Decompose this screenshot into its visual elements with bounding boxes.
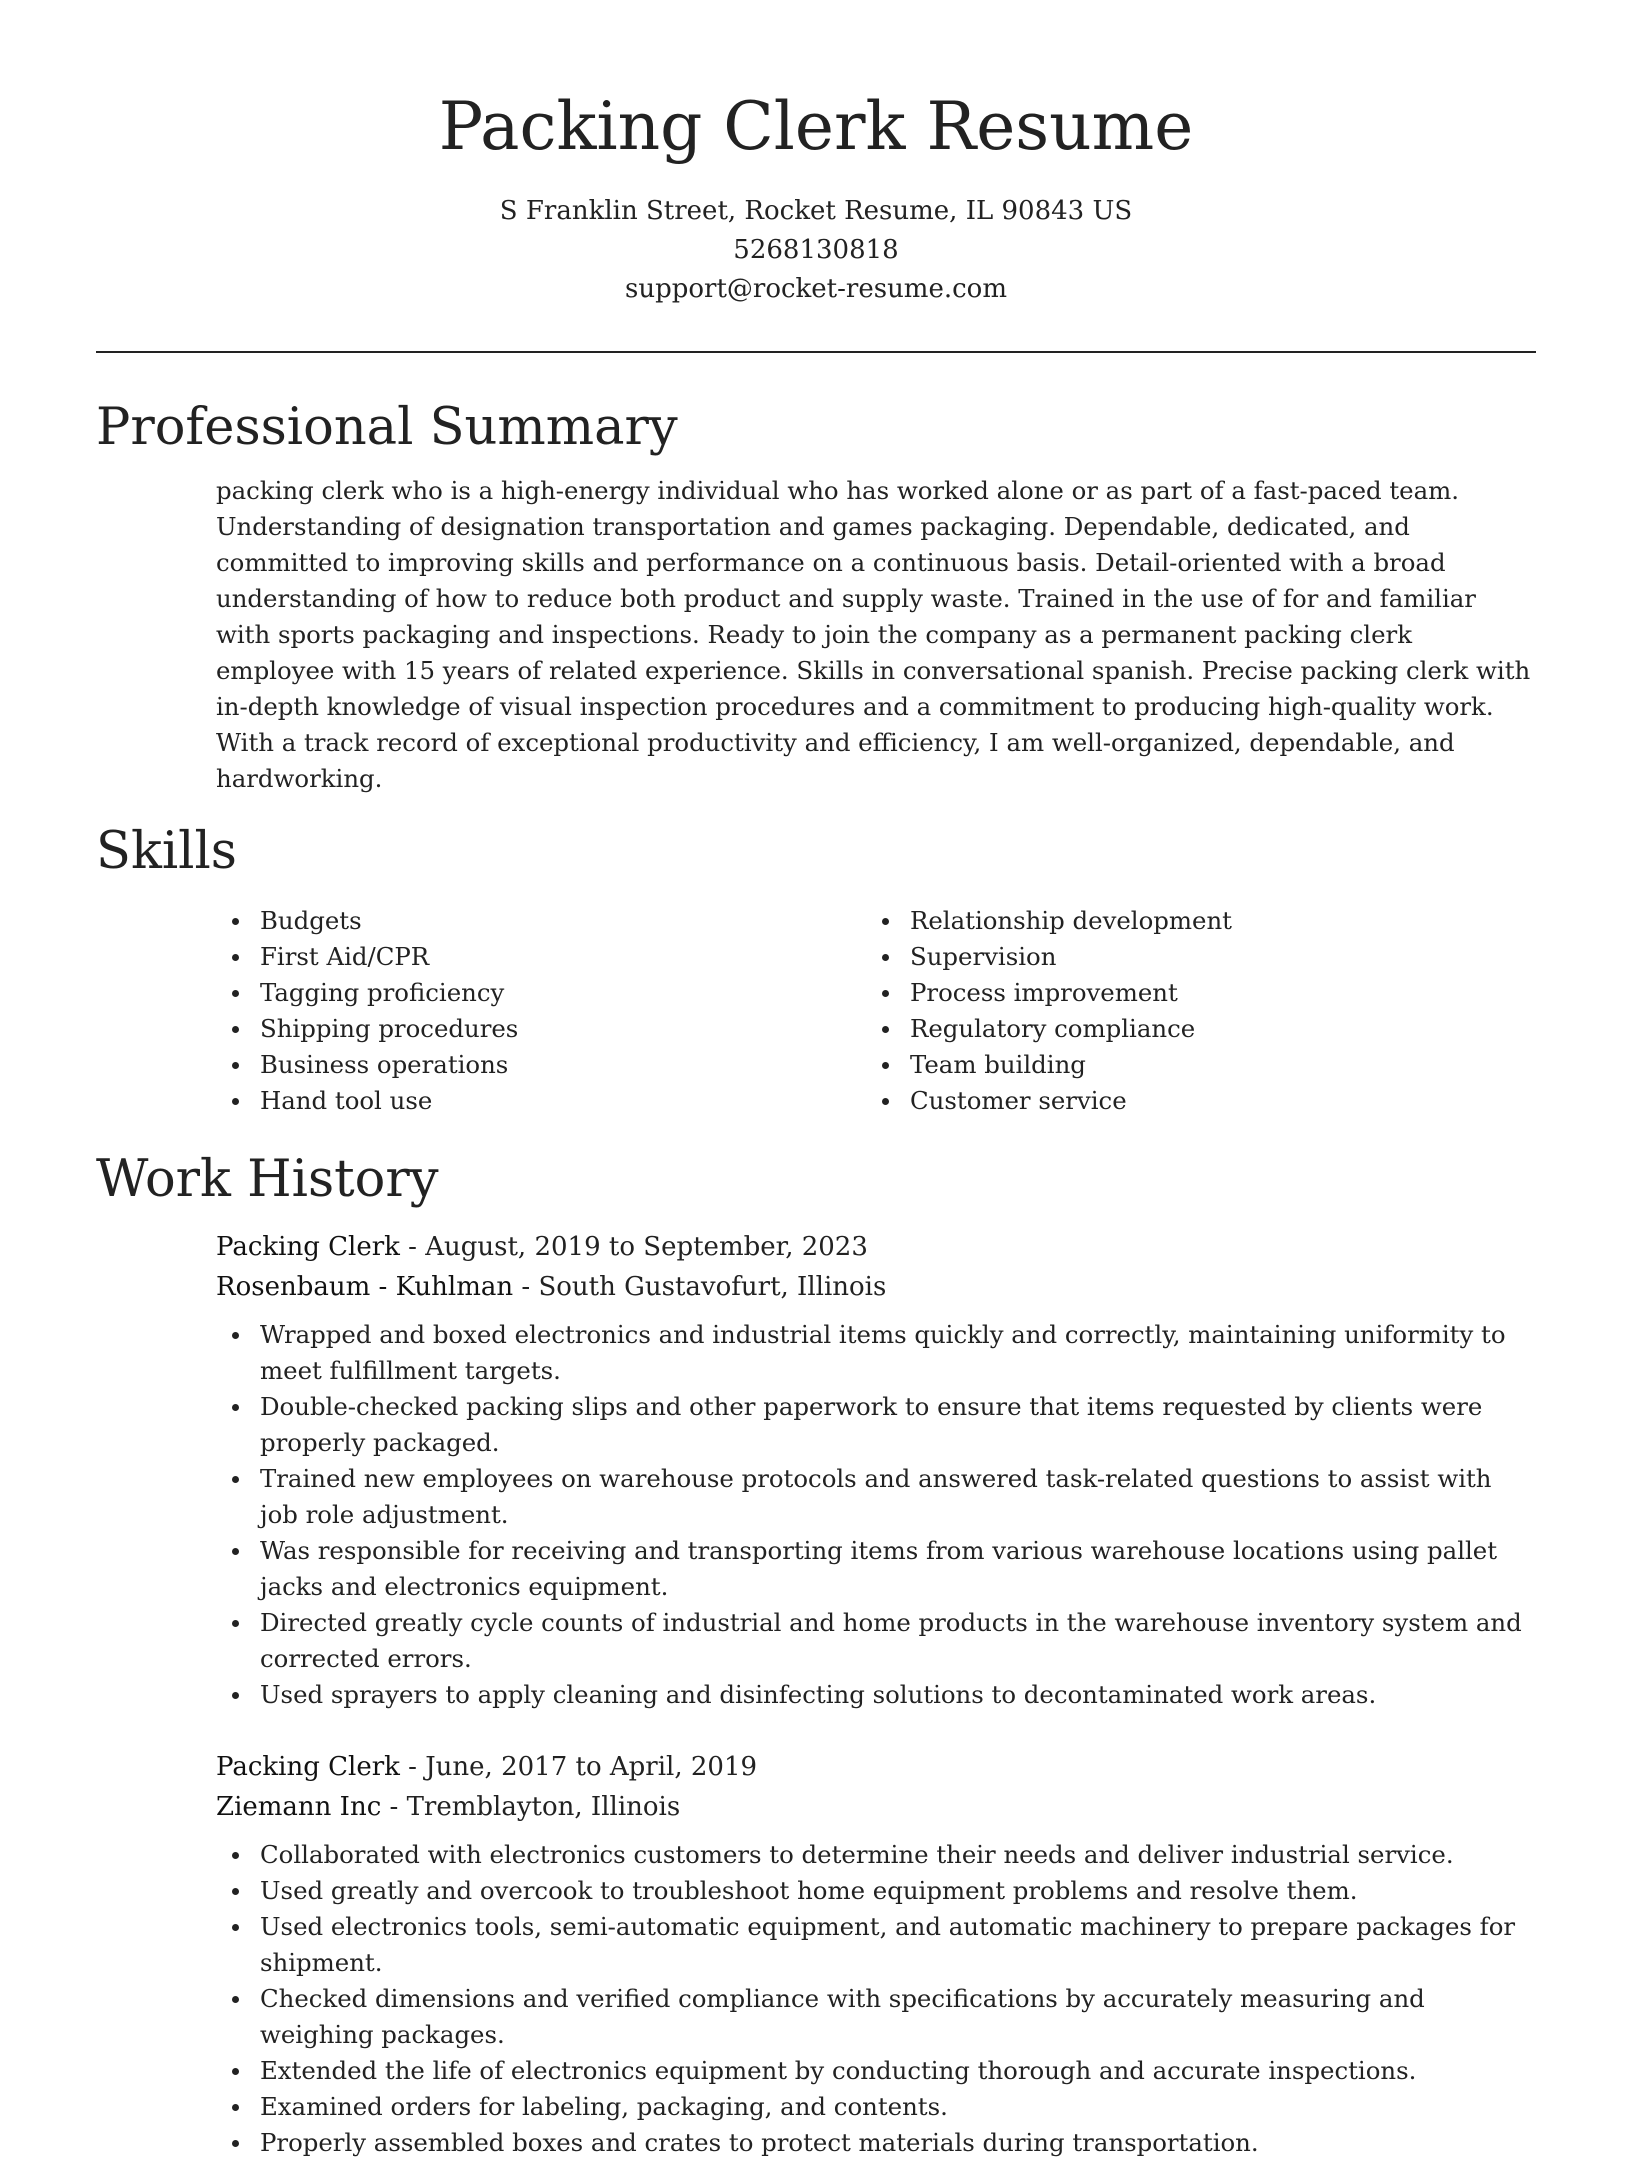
job-company-line: Ziemann Inc - Tremblayton, Illinois xyxy=(216,1792,681,1822)
job-duty-item: Was responsible for receiving and transporting items from various warehouse locations using pallet jacks and electronics equipment. xyxy=(216,1533,1536,1605)
skill-item: Relationship development xyxy=(866,903,1516,939)
skill-item: Supervision xyxy=(866,939,1516,975)
skill-item: Process improvement xyxy=(866,975,1516,1011)
skill-item: Shipping procedures xyxy=(216,1011,866,1047)
resume-title: Packing Clerk Resume xyxy=(438,88,1194,165)
job-duty-item: Checked dimensions and verified compliance with specifications by accurately measuring and weighing packages. xyxy=(216,1981,1536,2053)
job-duties xyxy=(216,1837,1536,2161)
job-duty-item: Directed greatly cycle counts of industrial and home products in the warehouse inventory system and corrected errors. xyxy=(216,1605,1536,1677)
contact-email: support@rocket-resume.com xyxy=(624,274,1007,304)
skill-item: Customer service xyxy=(866,1083,1516,1119)
job-duty-item: Trained new employees on warehouse protocols and answered task-related questions to assist with job role adjustment. xyxy=(216,1461,1536,1533)
contact-address: S Franklin Street, Rocket Resume, IL 90843 US xyxy=(499,196,1133,226)
skill-item: Tagging proficiency xyxy=(216,975,866,1011)
summary-heading: Professional Summary xyxy=(96,398,678,457)
job-location: South Gustavofurt, Illinois xyxy=(538,1272,887,1302)
skills-column-left xyxy=(216,903,866,1119)
skills-list xyxy=(216,903,1536,1119)
job-title-line: Packing Clerk - June, 2017 to April, 2019 xyxy=(216,1752,758,1782)
resume-header xyxy=(96,0,1536,309)
job-duty-item: Double-checked packing slips and other paperwork to ensure that items requested by clients were properly packaged. xyxy=(216,1389,1536,1461)
job-dates: August, 2019 to September, 2023 xyxy=(425,1232,868,1262)
job-entry xyxy=(216,1227,1536,1713)
skills-column-right xyxy=(866,903,1516,1119)
job-company-line: Rosenbaum - Kuhlman - South Gustavofurt, Illinois xyxy=(216,1272,887,1302)
job-duty-item: Wrapped and boxed electronics and industrial items quickly and correctly, maintaining uniformity to meet fulfillment targets. xyxy=(216,1317,1536,1389)
summary-text: packing clerk who is a high-energy individual who has worked alone or as part of a fast-paced team. Understanding of designation transportation and games packaging. Dependable, dedicated, and committed to improving skills and performance on a continuous basis. Detail-oriented with a broad understanding of how to reduce both product and supply waste. Trained in the use of for and familiar with sports packaging and inspections. Ready to join the company as a permanent packing clerk employee with 15 years of related experience. Skills in conversational spanish. Precise packing clerk with in-depth knowledge of visual inspection procedures and a commitment to producing high-quality work. With a track record of exceptional productivity and efficiency, I am well-organized, dependable, and hardworking. xyxy=(216,476,1531,793)
job-duties xyxy=(216,1317,1536,1713)
job-duty-item: Properly assembled boxes and crates to protect materials during transportation. xyxy=(216,2125,1536,2161)
job-entry xyxy=(216,1747,1536,2161)
job-duty-item: Used sprayers to apply cleaning and disinfecting solutions to decontaminated work areas. xyxy=(216,1677,1536,1713)
job-company: Ziemann Inc xyxy=(216,1792,382,1822)
skill-item: Business operations xyxy=(216,1047,866,1083)
job-dates: June, 2017 to April, 2019 xyxy=(425,1752,758,1782)
contact-phone: 5268130818 xyxy=(733,235,899,265)
job-role: Packing Clerk xyxy=(216,1232,400,1262)
job-location: Tremblayton, Illinois xyxy=(406,1792,681,1822)
skill-item: First Aid/CPR xyxy=(216,939,866,975)
job-title-line: Packing Clerk - August, 2019 to September, 2023 xyxy=(216,1232,868,1262)
skill-item: Team building xyxy=(866,1047,1516,1083)
resume-page xyxy=(96,0,1536,2157)
job-duty-item: Collaborated with electronics customers to determine their needs and deliver industrial service. xyxy=(216,1837,1536,1873)
contact-block xyxy=(96,192,1536,309)
job-duty-item: Extended the life of electronics equipment by conducting thorough and accurate inspections. xyxy=(216,2053,1536,2089)
skill-item: Budgets xyxy=(216,903,866,939)
job-duty-item: Used electronics tools, semi-automatic equipment, and automatic machinery to prepare packages for shipment. xyxy=(216,1909,1536,1981)
skills-heading: Skills xyxy=(96,822,237,881)
header-divider xyxy=(96,351,1536,353)
job-company: Rosenbaum - Kuhlman xyxy=(216,1272,514,1302)
job-duty-item: Examined orders for labeling, packaging, and contents. xyxy=(216,2089,1536,2125)
job-role: Packing Clerk xyxy=(216,1752,400,1782)
job-duty-item: Used greatly and overcook to troubleshoot home equipment problems and resolve them. xyxy=(216,1873,1536,1909)
skill-item: Regulatory compliance xyxy=(866,1011,1516,1047)
skill-item: Hand tool use xyxy=(216,1083,866,1119)
work-history-heading: Work History xyxy=(96,1150,439,1209)
